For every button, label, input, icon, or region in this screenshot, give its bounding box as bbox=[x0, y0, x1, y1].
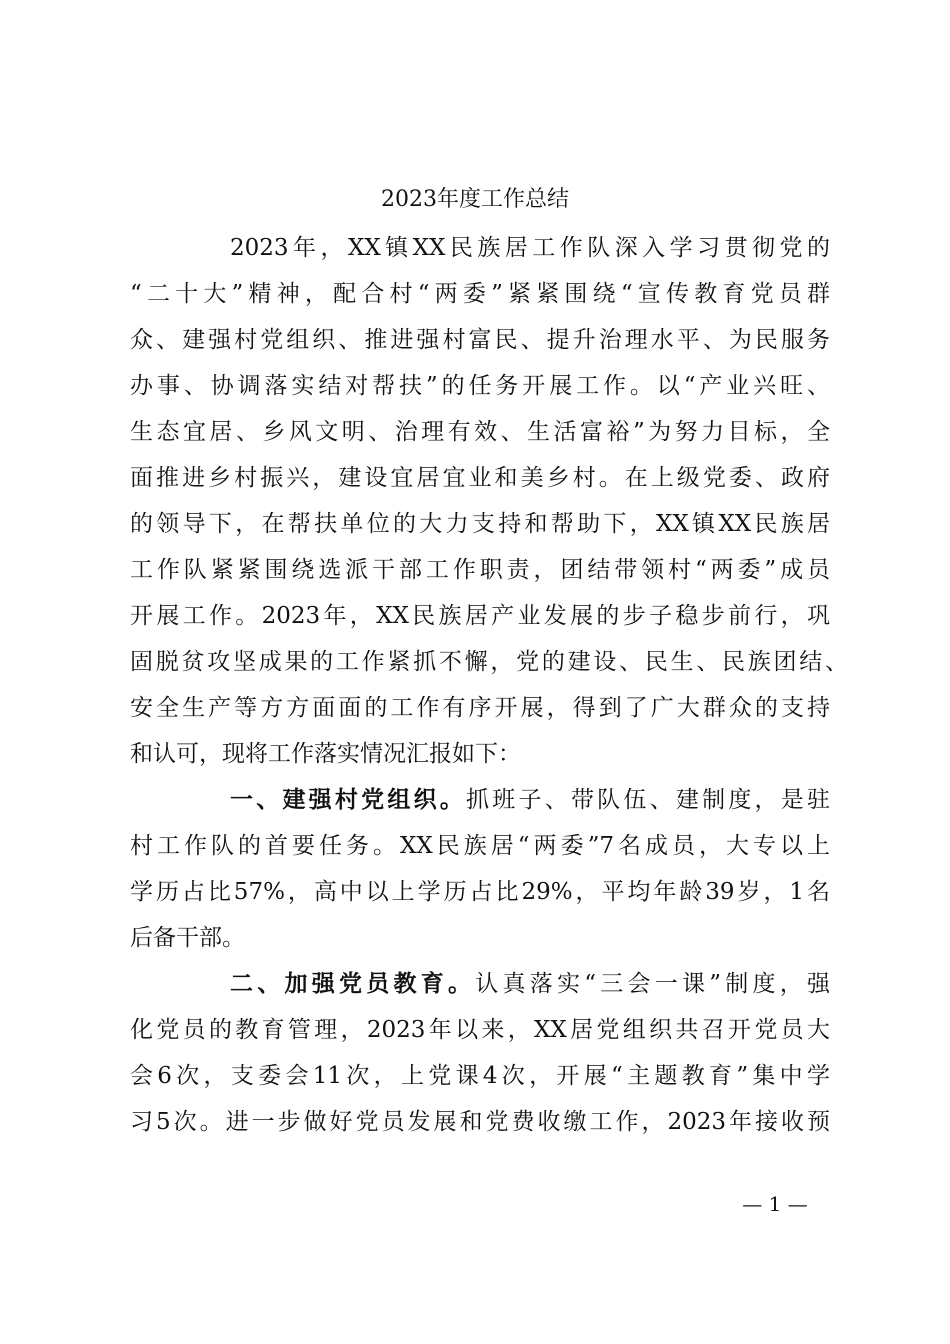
section-first-line bbox=[230, 968, 830, 1000]
paragraph-line: 开展工作。2023年，XX民族居产业发展的步子稳步前行，巩 bbox=[130, 603, 830, 629]
paragraph-line: 面推进乡村振兴，建设宜居宜业和美乡村。在上级党委、政府 bbox=[130, 465, 830, 491]
paragraph-line: 会6次，支委会11次，上党课4次，开展“主题教育”集中学 bbox=[130, 1063, 830, 1089]
paragraph-line: 众、建强村党组织、推进强村富民、提升治理水平、为民服务 bbox=[130, 327, 830, 353]
document-title: 2023年度工作总结 bbox=[381, 187, 569, 212]
section-heading: 一、建强村党组织。 bbox=[230, 787, 467, 813]
paragraph-line: “二十大”精神，配合村“两委”紧紧围绕“宣传教育党员群 bbox=[130, 281, 830, 307]
paragraph-line: 习5次。进一步做好党员发展和党费收缴工作，2023年接收预 bbox=[130, 1109, 830, 1135]
paragraph-line: 的领导下，在帮扶单位的大力支持和帮助下，XX镇XX民族居 bbox=[130, 511, 830, 537]
section-text: 抓班子、带队伍、建制度，是驻 bbox=[466, 787, 831, 813]
section-first-line bbox=[230, 784, 830, 816]
section-heading: 二、加强党员教育。 bbox=[230, 971, 476, 997]
paragraph-line: 办事、协调落实结对帮扶”的任务开展工作。以“产业兴旺、 bbox=[130, 373, 830, 399]
paragraph-line: 生态宜居、乡风文明、治理有效、生活富裕”为努力目标，全 bbox=[130, 419, 830, 445]
paragraph-line: 村工作队的首要任务。XX民族居“两委”7名成员，大专以上 bbox=[130, 833, 830, 859]
paragraph-line: 安全生产等方方面面的工作有序开展，得到了广大群众的支持 bbox=[130, 695, 830, 721]
paragraph-line: 化党员的教育管理，2023年以来，XX居党组织共召开党员大 bbox=[130, 1017, 830, 1043]
paragraph-line: 工作队紧紧围绕选派干部工作职责，团结带领村“两委”成员 bbox=[130, 557, 830, 583]
paragraph-line: 固脱贫攻坚成果的工作紧抓不懈，党的建设、民生、民族团结、 bbox=[130, 649, 848, 675]
paragraph-line: 后备干部。 bbox=[130, 925, 245, 951]
paragraph-line: 和认可，现将工作落实情况汇报如下： bbox=[130, 741, 521, 767]
paragraph-line: 学历占比57%，高中以上学历占比29%，平均年龄39岁，1名 bbox=[130, 879, 830, 905]
paragraph-line: 2023年，XX镇XX民族居工作队深入学习贯彻党的 bbox=[230, 235, 830, 261]
page-number: — 1 — bbox=[742, 1192, 808, 1216]
section-text: 认真落实“三会一课”制度，强 bbox=[475, 971, 830, 997]
